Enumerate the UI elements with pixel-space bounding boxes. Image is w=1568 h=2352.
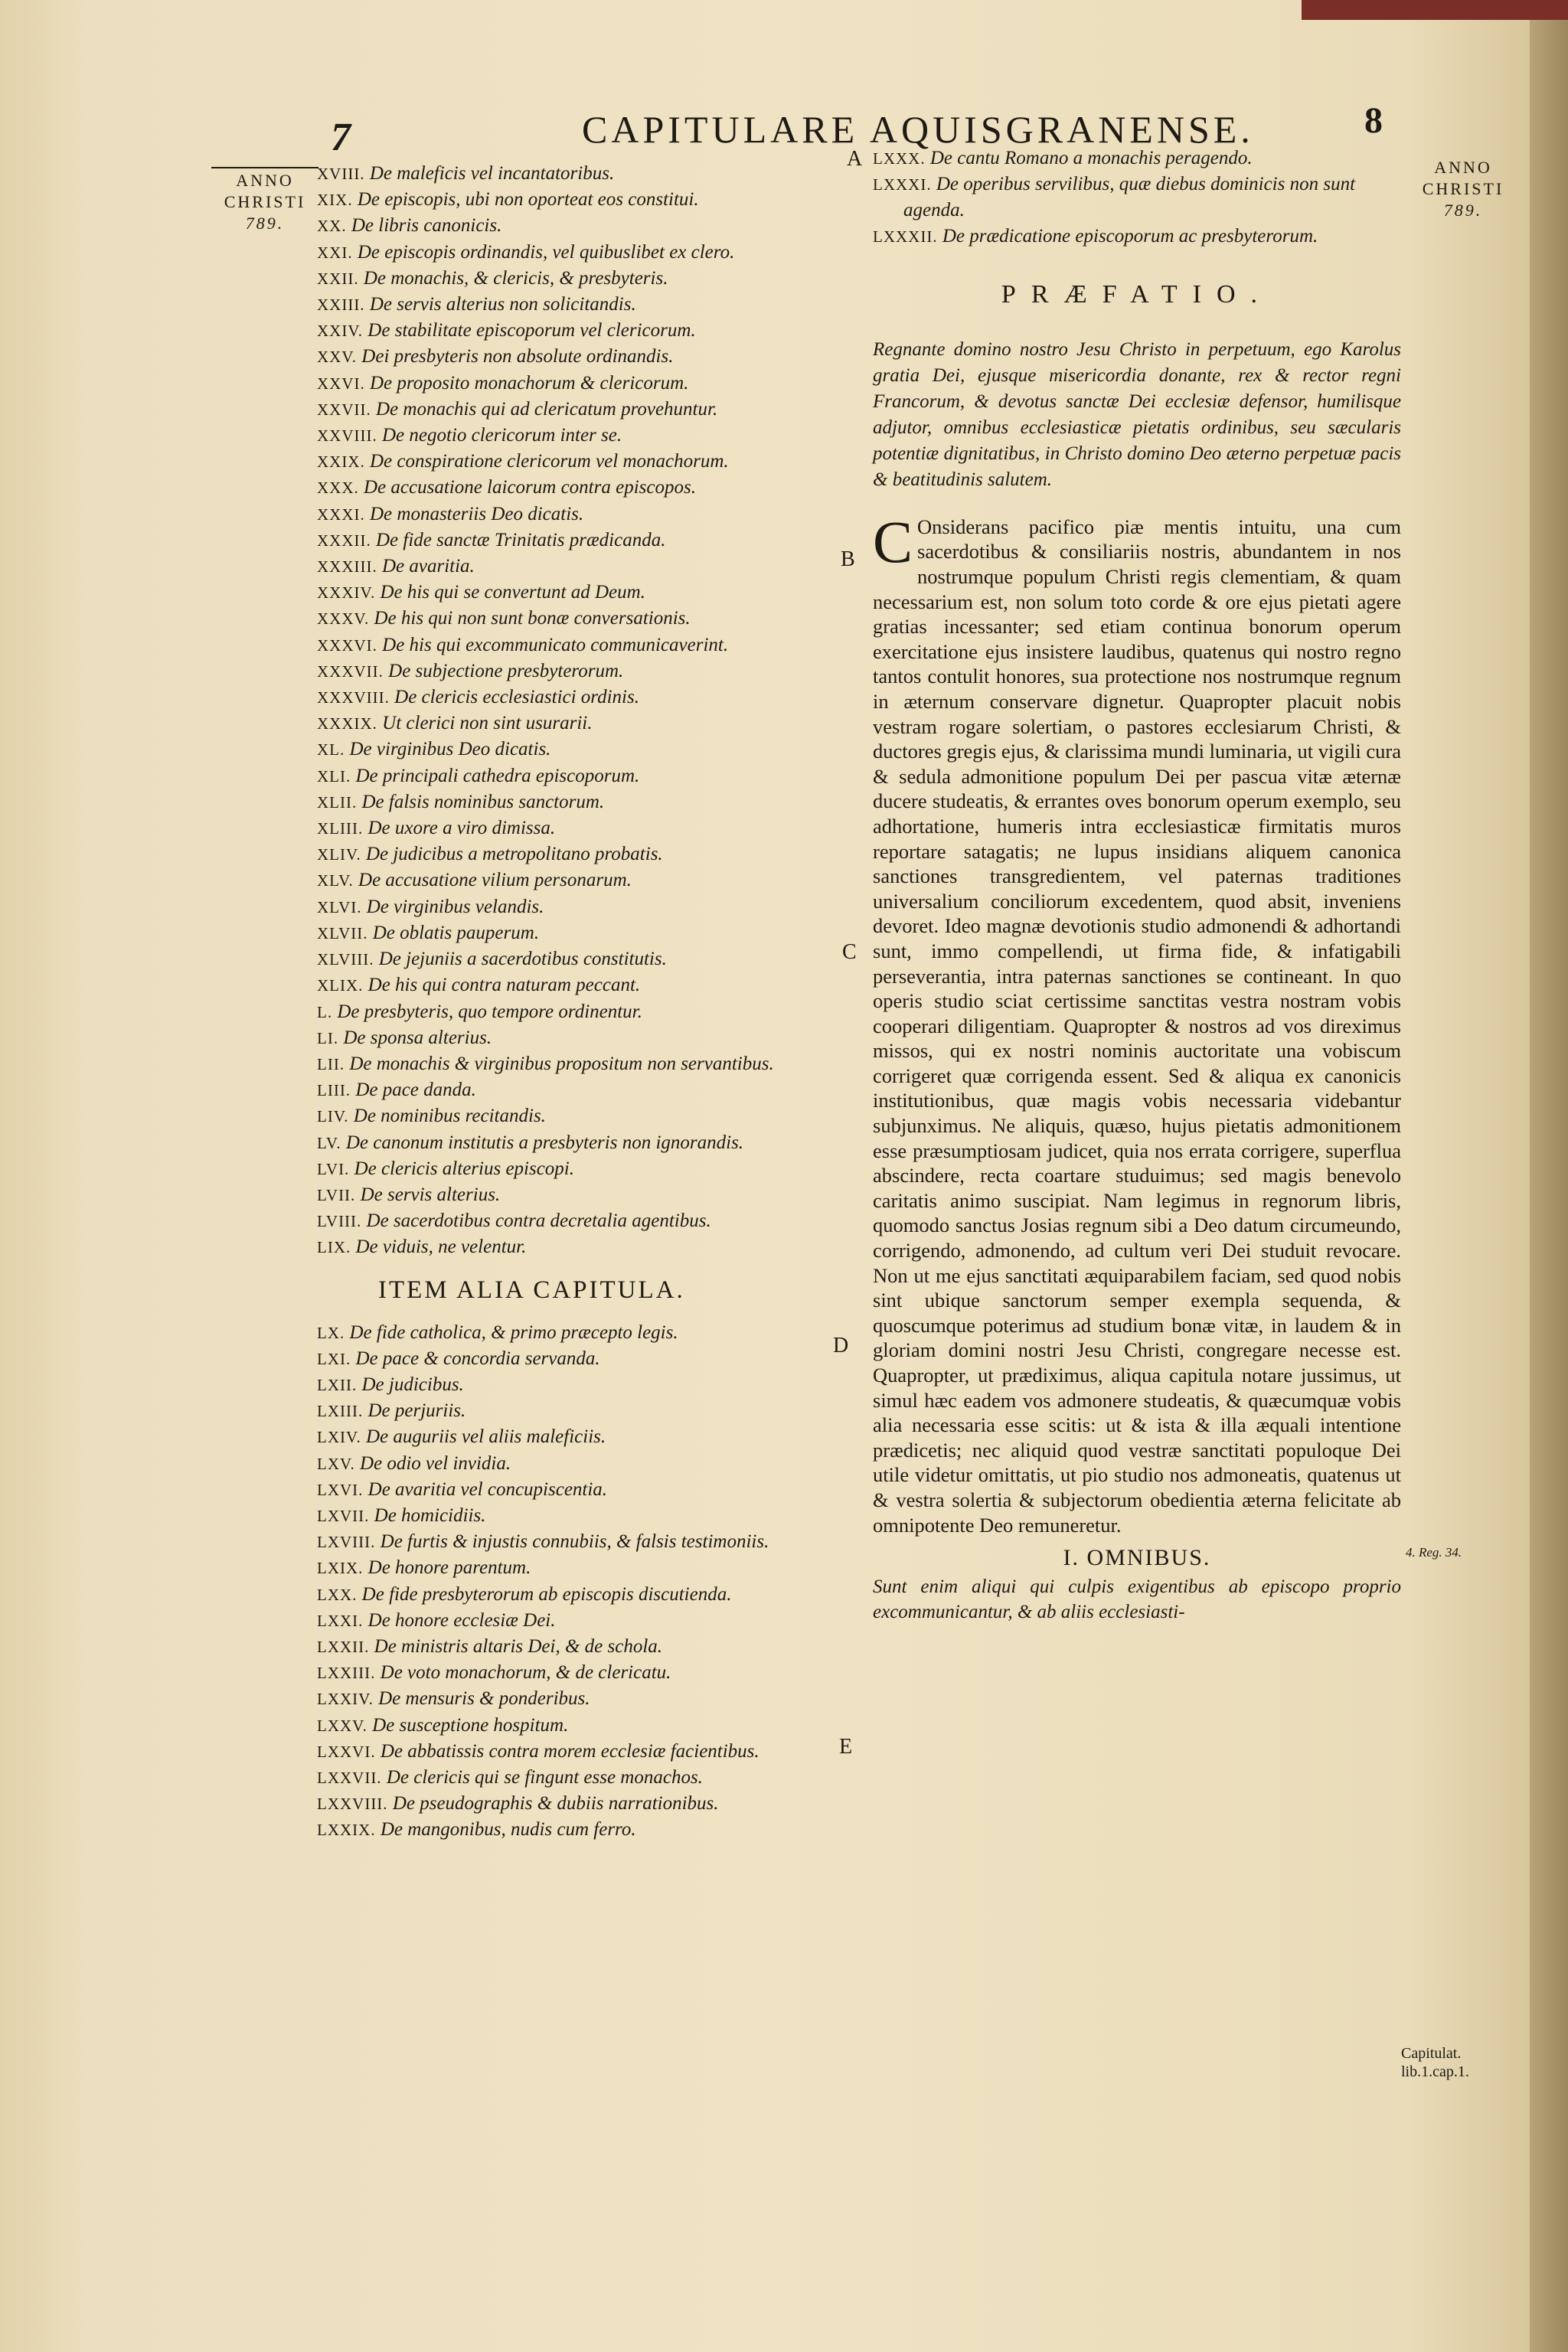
chapter-entry bbox=[317, 841, 841, 867]
chapter-title: De auguriis vel aliis maleficiis. bbox=[365, 1426, 606, 1448]
chapter-title: De nominibus recitandis. bbox=[353, 1106, 546, 1127]
section-marker-c: C bbox=[842, 940, 857, 964]
book-spine bbox=[1530, 0, 1568, 2352]
chapter-title: De honore ecclesiæ Dei. bbox=[368, 1609, 556, 1631]
chapter-entry bbox=[317, 266, 841, 292]
chapter-entry bbox=[317, 187, 841, 213]
chapter-number: XLIII. bbox=[317, 819, 364, 838]
chapter-entry bbox=[317, 1739, 841, 1765]
chapter-number: XLIX. bbox=[317, 976, 364, 995]
chapter-number: XXXV. bbox=[317, 609, 370, 629]
chapter-title: De pace & concordia servanda. bbox=[355, 1348, 600, 1369]
chapter-title: De operibus servilibus, quæ diebus dominicis non sunt agenda. bbox=[903, 174, 1356, 221]
chapter-number: LI. bbox=[317, 1028, 339, 1047]
chapter-entry bbox=[317, 554, 841, 580]
chapter-title: De susceptione hospitum. bbox=[372, 1714, 569, 1736]
chapter-number: LXXXI. bbox=[873, 175, 932, 194]
chapter-title: De clericis ecclesiastici ordinis. bbox=[394, 687, 639, 708]
chapter-number: LXXII. bbox=[317, 1637, 370, 1656]
chapter-entry bbox=[317, 1156, 841, 1182]
chapter-entry bbox=[317, 501, 841, 528]
chapter-entry bbox=[317, 344, 841, 370]
chapter-entry bbox=[873, 172, 1401, 223]
chapter-entry bbox=[873, 224, 1401, 250]
chapter-entry bbox=[317, 789, 841, 815]
chapter-entry bbox=[317, 475, 841, 501]
chapter-number: LIX. bbox=[317, 1238, 351, 1257]
section-marker-b: B bbox=[841, 547, 855, 571]
chapter-title: De fide catholica, & primo præcepto legis. bbox=[349, 1321, 678, 1343]
chapter-number: LVIII. bbox=[317, 1212, 362, 1231]
chapter-title: De accusatione vilium personarum. bbox=[358, 870, 632, 891]
divider bbox=[211, 167, 318, 168]
chapter-title: De mangonibus, nudis cum ferro. bbox=[380, 1819, 636, 1841]
chapter-title: De episcopis, ubi non oporteat eos constitui. bbox=[357, 189, 699, 211]
chapter-title: De maleficis vel incantatoribus. bbox=[369, 163, 615, 184]
chapter-number: LXXVII. bbox=[317, 1768, 382, 1787]
chapter-entry bbox=[317, 1686, 841, 1712]
right-column bbox=[873, 145, 1401, 1625]
chapter-number: XXXII. bbox=[317, 531, 371, 550]
chapter-number: L. bbox=[317, 1002, 333, 1021]
chapter-title: De sacerdotibus contra decretalia agentibus. bbox=[366, 1210, 711, 1232]
chapter-title: De libris canonicis. bbox=[351, 215, 502, 237]
chapter-number: XLIV. bbox=[317, 845, 361, 864]
chapter-number: LXXI. bbox=[317, 1611, 364, 1630]
chapter-title: De subjectione presbyterorum. bbox=[388, 660, 624, 681]
chapter-title: De servis alterius. bbox=[360, 1184, 501, 1205]
chapter-entry bbox=[317, 1817, 841, 1843]
chapter-number: XX. bbox=[317, 217, 347, 236]
chapter-number: XXX. bbox=[317, 479, 359, 498]
chapter-number: LXXIX. bbox=[317, 1821, 376, 1840]
chapter-title: De presbyteris, quo tempore ordinentur. bbox=[337, 1001, 642, 1022]
chapter-title: De monachis, & clericis, & presbyteris. bbox=[363, 267, 668, 289]
chapter-title: De furtis & injustis connubiis, & falsis testimoniis. bbox=[380, 1531, 769, 1553]
chapter-title: De odio vel invidia. bbox=[359, 1452, 511, 1474]
chapter-title: De cantu Romano a monachis peragendo. bbox=[929, 148, 1253, 168]
section-marker-a: A bbox=[847, 147, 863, 171]
chapter-entry bbox=[317, 946, 841, 972]
chapter-number: LXVIII. bbox=[317, 1533, 376, 1552]
chapter-entry bbox=[317, 1477, 841, 1503]
chapter-entry bbox=[317, 763, 841, 789]
chapter-number: XXXIX. bbox=[317, 714, 377, 733]
year-note-left bbox=[211, 167, 318, 234]
chapter-entry bbox=[317, 213, 841, 239]
chapter-entry bbox=[317, 1713, 841, 1739]
chapter-number: LXIII. bbox=[317, 1402, 364, 1421]
chapter-entry bbox=[317, 1634, 841, 1660]
chapter-number: LXXVI. bbox=[317, 1742, 376, 1761]
chapter-entry bbox=[317, 423, 841, 449]
chapter-number: XXI. bbox=[317, 243, 353, 262]
chapter-entry bbox=[317, 1051, 841, 1077]
chapter-list-right bbox=[873, 145, 1401, 250]
right-page-number: 8 bbox=[1364, 100, 1383, 141]
chapter-number: XLV. bbox=[317, 871, 354, 890]
chapter-entry bbox=[317, 1346, 841, 1372]
chapter-number: LX. bbox=[317, 1323, 345, 1342]
chapter-number: XLVII. bbox=[317, 923, 368, 942]
chapter-title: De mensuris & ponderibus. bbox=[378, 1688, 590, 1710]
anno-label: ANNO bbox=[236, 171, 294, 190]
body-text: Onsiderans pacifico piæ mentis intuitu, una cum sacerdotibus & consiliariis nostris, abundantem in nos nostrumque populum Christi regis clementiam, & quam necessarium est, non solum toto corde & ore ejus pietati agere gratias incessanter; sed etiam continua bonorum operum exercitatione ejus insistere laudibus, quatenus qui nostro regno tantos contulit honores, sua protectione nos nostrumque regnum in æternum conservare dignetur. Quapropter placuit nobis vestram rogare solertiam, o pastores ecclesiarum Christi, & ductores gregis ejus, & clarissima mundi luminaria, ut vigili cura & sedula admonitione populum Dei per pascua vitæ æternæ ducere studeatis, & errantes oves bonorum operum exemplo, seu adhortatione, humeris intra ecclesiasticæ firmitatis muros reportare satagatis; ne lupus insidians aliquem canonica sanctiones transgredientem, vel paternas traditiones universalium conciliorum excedentem, quod absit, inveniens devoret. Ideo magnæ devotionis studio admonendi & adhortandi sunt, immo compellendi, ut firma fide, & infatigabili perseverantia, intra paternas sanctiones se contineant. In quo operis studio sciat certissime sanctitas vestra nostram vobis cooperari diligentiam. Quapropter & nostros ad vos direximus missos, qui ex nostri nominis auctoritate una vobiscum corrigeret quæ corrigenda essent. Sed & aliqua ex canonicis institutionibus, quæ magis vobis necessaria videbantur subjunximus. Ne aliquis, quæso, hujus pietatis admonitionem esse præsumptiosam judicet, quia nos errata corrigere, superflua abscindere, recta coartare studuimus; sed magis benevolo caritatis animo suscipiat. Nam legimus in regnorum libris, quomodo sanctus Josias regnum sibi a Deo datum circumeundo, corrigendo, admonendo, ad cultum veri Dei studuit revocare. Non ut me ejus sanctitati æquiparabilem faciam, sed quod nobis sint ubique sanctorum semper exempla sequenda, & quoscumque poterimus ad studium bonæ vitæ, in laudem & in gloriam domini nostri Jesu Christi, congregare necesse est. Quapropter, ut prædiximus, aliqua capitula notare jussimus, ut simul hæc eadem vos admonere studeatis, & quæcumquæ vobis alia necessaria esse scitis: ut & ista & illa æquali intentione prædicetis; nec aliquid quod vestræ sanctitati populoque Dei utile videtur omittatis, ut pio studio nos admoneatis, quatenus ut & vestra solertia & subjectorum obedientia æterna felicitate ab omnipotente Deo remuneretur. bbox=[873, 514, 1401, 1537]
chapter-number: XLII. bbox=[317, 792, 358, 812]
chapter-title: De servis alterius non solicitandis. bbox=[369, 294, 636, 315]
chapter-title: De voto monachorum, & de clericatu. bbox=[380, 1662, 671, 1684]
chapter-number: XXXI. bbox=[317, 505, 365, 524]
chapter-entry bbox=[317, 528, 841, 554]
chapter-entry bbox=[317, 894, 841, 920]
chapter-title: De his qui se convertunt ad Deum. bbox=[380, 582, 645, 603]
chapter-number: LVII. bbox=[317, 1185, 356, 1204]
chapter-entry bbox=[317, 240, 841, 266]
chapter-title: De stabilitate episcoporum vel clericorum. bbox=[368, 320, 696, 341]
left-page-number: 7 bbox=[331, 116, 351, 159]
chapter-number: LXIX. bbox=[317, 1559, 364, 1578]
chapter-title: De avaritia vel concupiscentia. bbox=[368, 1478, 608, 1500]
margin-ref-capitulat bbox=[1401, 2044, 1469, 2081]
chapter-number: XLI. bbox=[317, 766, 351, 786]
margin-ref-line-1: Capitulat. bbox=[1401, 2045, 1462, 2062]
chapter-number: LII. bbox=[317, 1054, 345, 1073]
chapter-title: De his qui contra naturam peccant. bbox=[368, 975, 641, 996]
chapter-entry bbox=[317, 1398, 841, 1424]
chapter-entry bbox=[317, 1130, 841, 1156]
chapter-entry bbox=[317, 449, 841, 475]
chapter-entry bbox=[317, 1077, 841, 1103]
chapter-entry bbox=[317, 1555, 841, 1581]
chapter-number: XXXIII. bbox=[317, 557, 377, 577]
chapter-title: De abbatissis contra morem ecclesiæ facientibus. bbox=[380, 1740, 760, 1762]
chapter-number: XXXVIII. bbox=[317, 688, 390, 707]
drop-cap: C bbox=[873, 508, 913, 575]
chapter-entry bbox=[317, 292, 841, 318]
chapter-entry bbox=[317, 1103, 841, 1129]
chapter-title: De pseudographis & dubiis narrationibus. bbox=[392, 1793, 719, 1815]
chapter-entry bbox=[317, 1582, 841, 1608]
chapter-number: LXX. bbox=[317, 1585, 358, 1604]
chapter-entry bbox=[317, 684, 841, 710]
chapter-entry bbox=[317, 972, 841, 998]
chapter-title: De accusatione laicorum contra episcopos. bbox=[364, 477, 696, 498]
chapter-number: LXXIV. bbox=[317, 1690, 374, 1709]
chapter-title: De monasteriis Deo dicatis. bbox=[370, 503, 584, 524]
chapter-title: De uxore a viro dimissa. bbox=[368, 818, 556, 839]
chapter-entry bbox=[317, 632, 841, 658]
chapter-entry bbox=[317, 1320, 841, 1346]
chapter-entry bbox=[317, 710, 841, 737]
chapter-entry bbox=[317, 867, 841, 893]
chapter-title: De clericis qui se fingunt esse monachos. bbox=[386, 1766, 703, 1788]
chapter-entry bbox=[317, 1424, 841, 1450]
chapter-entry bbox=[317, 1608, 841, 1634]
chapter-entry bbox=[317, 737, 841, 763]
chapter-entry bbox=[317, 920, 841, 946]
chapter-title: Dei presbyteris non absolute ordinandis. bbox=[361, 346, 674, 368]
chapter-title: De pace danda. bbox=[355, 1080, 476, 1101]
chapter-number: LXXXII. bbox=[873, 227, 938, 246]
anno-label: ANNO bbox=[1434, 158, 1492, 177]
chapter-title: De episcopis ordinandis, vel quibuslibet ex clero. bbox=[357, 241, 735, 263]
chapter-title: De clericis alterius episcopi. bbox=[354, 1158, 575, 1179]
year-label: 789. bbox=[245, 214, 285, 233]
chapter-number: LV. bbox=[317, 1133, 341, 1152]
praefatio-heading: PRÆFATIO. bbox=[1001, 279, 1273, 309]
chapter-number: LXV. bbox=[317, 1454, 355, 1473]
chapter-entry bbox=[317, 397, 841, 423]
chapter-entry bbox=[317, 1025, 841, 1051]
chapter-title: De perjuriis. bbox=[368, 1400, 466, 1422]
chapter-number: LVI. bbox=[317, 1159, 350, 1178]
margin-ref-reg: 4. Reg. 34. bbox=[1406, 1545, 1462, 1560]
year-label: 789. bbox=[1443, 201, 1483, 220]
chapter-number: XLVIII. bbox=[317, 950, 374, 969]
chapter-number: XL. bbox=[317, 740, 345, 760]
chapter-title: De conspiratione clericorum vel monachorum. bbox=[370, 451, 729, 472]
chapter-entry bbox=[317, 1503, 841, 1529]
chapter-entry bbox=[317, 371, 841, 397]
chapter-title: De virginibus velandis. bbox=[366, 896, 544, 917]
chapter-entry bbox=[317, 1660, 841, 1686]
chapter-number: XXIV. bbox=[317, 322, 364, 341]
section-marker-e: E bbox=[839, 1735, 853, 1759]
chapter-number: XXII. bbox=[317, 269, 359, 288]
chapter-entry bbox=[317, 1372, 841, 1398]
chapter-number: XXIII. bbox=[317, 296, 365, 315]
chapter-number: XIX. bbox=[317, 191, 353, 210]
running-title: CAPITULARE AQUISGRANENSE. bbox=[582, 108, 1254, 151]
invocation-paragraph: Regnante domino nostro Jesu Christo in perpetuum, ego Karolus gratia Dei, ejusque misericordia donante, rex & rector regni Francorum, & devotus sanctæ Dei ecclesiæ defensor, humilisque adjutor, omnibus ecclesiasticæ pietatis ordinibus, seu sæcularis potentiæ dignitatibus, in Christo domino Deo æterno perpetuæ pacis & beatitudinis salutem. bbox=[873, 338, 1401, 490]
chapter-title: De fide sanctæ Trinitatis prædicanda. bbox=[375, 529, 666, 550]
chapter-entry bbox=[317, 606, 841, 632]
chapter-entry bbox=[317, 1791, 841, 1817]
chapter-number: XXXIV. bbox=[317, 583, 376, 603]
chapter-number: LIII. bbox=[317, 1081, 351, 1100]
body-paragraph bbox=[873, 508, 1401, 1537]
chapter-number: LXVI. bbox=[317, 1480, 364, 1499]
chapter-number: XXVIII. bbox=[317, 426, 377, 446]
chapter-number: XXVII. bbox=[317, 400, 371, 419]
christi-label: CHRISTI bbox=[1422, 179, 1504, 198]
chapter-entry bbox=[317, 1765, 841, 1791]
section-marker-d: D bbox=[833, 1334, 849, 1357]
chapter-title: De fide presbyterorum ab episcopis discutienda. bbox=[361, 1583, 732, 1605]
chapter-number: LXVII. bbox=[317, 1506, 370, 1525]
chapter-title: De his qui excommunicato communicaverint. bbox=[382, 634, 729, 655]
chapter-list-2 bbox=[317, 1320, 841, 1844]
chapter-entry bbox=[317, 580, 841, 606]
chapter-entry bbox=[317, 1182, 841, 1208]
margin-ref-line-2: lib.1.cap.1. bbox=[1401, 2063, 1469, 2080]
left-column bbox=[317, 161, 841, 1844]
chapter-number: LXXX. bbox=[873, 149, 926, 168]
chapter-number: XXXVII. bbox=[317, 662, 384, 681]
chapter-title: De judicibus. bbox=[361, 1374, 464, 1395]
chapter-title: De falsis nominibus sanctorum. bbox=[361, 791, 605, 812]
chapter-title: De proposito monachorum & clericorum. bbox=[370, 372, 689, 394]
chapter-entry bbox=[317, 1208, 841, 1234]
chapter-title: De honore parentum. bbox=[368, 1557, 531, 1579]
chapter-number: LXXV. bbox=[317, 1716, 368, 1735]
chapter-entry bbox=[317, 1234, 841, 1260]
chapter-entry bbox=[317, 999, 841, 1025]
chapter-title: De canonum institutis a presbyteris non ignorandis. bbox=[345, 1132, 744, 1153]
chapter-title: De judicibus a metropolitano probatis. bbox=[365, 844, 663, 865]
chapter-title: De his qui non sunt bonæ conversationis. bbox=[374, 608, 691, 629]
chapter-number: XXVI. bbox=[317, 374, 365, 393]
chapter-title: De avaritia. bbox=[381, 556, 475, 577]
chapter-list bbox=[317, 161, 841, 1261]
page-edge-band bbox=[1302, 0, 1568, 20]
chapter-number: LXI. bbox=[317, 1349, 351, 1368]
chapter-title: De negotio clericorum inter se. bbox=[381, 425, 622, 446]
chapter-number: XXV. bbox=[317, 348, 358, 367]
chapter-number: LXXVIII. bbox=[317, 1795, 388, 1814]
chapter-title: De ministris altaris Dei, & de schola. bbox=[374, 1635, 663, 1657]
chapter-title: De oblatis pauperum. bbox=[372, 922, 540, 943]
chapter-number: LIV. bbox=[317, 1107, 349, 1126]
chapter-entry bbox=[317, 1529, 841, 1555]
chapter-entry bbox=[317, 815, 841, 841]
year-note-right bbox=[1413, 157, 1514, 221]
chapter-entry bbox=[317, 658, 841, 684]
chapter-title: De monachis & virginibus propositum non servantibus. bbox=[349, 1053, 774, 1074]
item-heading: ITEM ALIA CAPITULA. bbox=[378, 1276, 685, 1304]
omnibus-heading: I. OMNIBUS. bbox=[1063, 1545, 1211, 1571]
chapter-entry bbox=[873, 145, 1401, 172]
chapter-number: LXII. bbox=[317, 1375, 358, 1394]
chapter-title: De sponsa alterius. bbox=[343, 1027, 492, 1048]
chapter-entry bbox=[317, 1451, 841, 1477]
chapter-title: De monachis qui ad clericatum provehuntur. bbox=[375, 398, 718, 420]
chapter-title: De virginibus Deo dicatis. bbox=[349, 739, 551, 760]
chapter-entry bbox=[317, 318, 841, 344]
christi-label: CHRISTI bbox=[224, 192, 306, 211]
chapter-title: De homicidiis. bbox=[374, 1504, 486, 1526]
chapter-title: De jejuniis a sacerdotibus constitutis. bbox=[378, 949, 667, 970]
chapter-title: De principali cathedra episcoporum. bbox=[355, 765, 640, 786]
chapter-number: XLVI. bbox=[317, 897, 362, 916]
chapter-title: De prædicatione episcoporum ac presbyterorum. bbox=[942, 225, 1318, 247]
chapter-number: LXXIII. bbox=[317, 1664, 376, 1683]
chapter-number: XXIX. bbox=[317, 452, 365, 472]
chapter-title: De viduis, ne velentur. bbox=[355, 1236, 527, 1258]
chapter-entry bbox=[317, 161, 841, 187]
chapter-number: XXXVI. bbox=[317, 635, 377, 655]
chapter-number: XVIII. bbox=[317, 165, 365, 183]
chapter-number: LXIV. bbox=[317, 1428, 361, 1447]
chapter-title: Ut clerici non sint usurarii. bbox=[382, 713, 593, 734]
omnibus-text: Sunt enim aliqui qui culpis exigentibus ab episcopo proprio excommunicantur, & ab aliis ecclesiasti- bbox=[873, 1576, 1401, 1623]
